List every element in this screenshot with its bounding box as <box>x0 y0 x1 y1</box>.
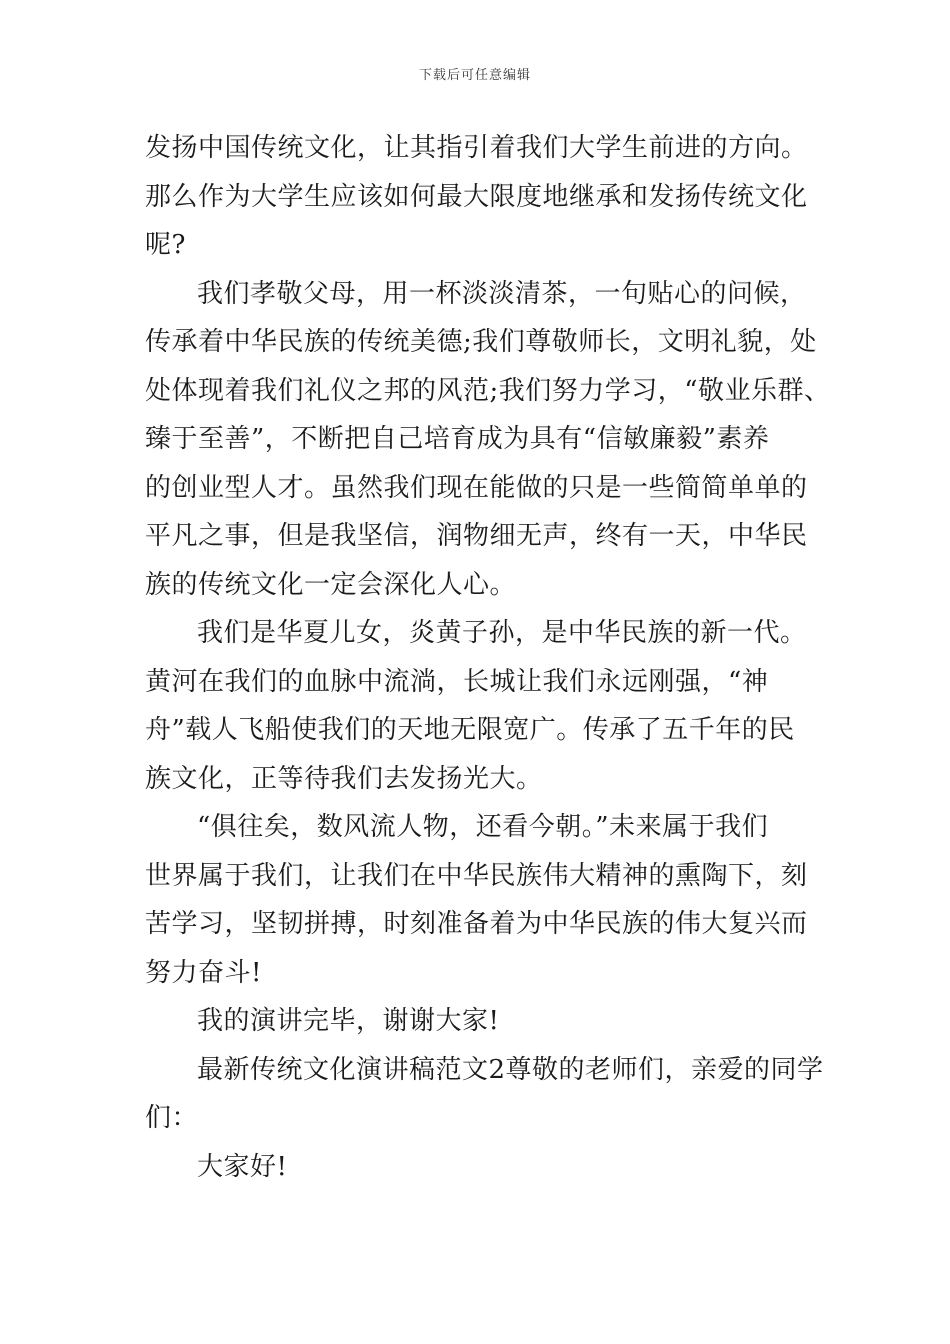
text-line: 大家好! <box>197 1151 288 1182</box>
text-line: 最新传统文化演讲稿范文2尊敬的老师们，亲爱的同学 <box>197 1054 824 1085</box>
text-line: 那么作为大学生应该如何最大限度地继承和发扬传统文化 <box>145 181 808 212</box>
page-header: 下载后可任意编辑 <box>418 68 531 83</box>
text-line: 发扬中国传统文化，让其指引着我们大学生前进的方向。 <box>145 133 808 163</box>
text-line: 黄河在我们的血脉中流淌，长城让我们永远刚强，“神 <box>145 666 769 697</box>
text-line: 我的演讲完毕，谢谢大家! <box>197 1006 500 1036</box>
document-body <box>145 124 831 1191</box>
text-line: 平凡之事，但是我坚信，润物细无声，终有一天，中华民 <box>145 521 808 551</box>
text-line: 我们孝敬父母，用一杯淡淡清茶，一句贴心的问候， <box>197 278 807 309</box>
text-line: 处体现着我们礼仪之邦的风范;我们努力学习，“敬业乐群、 <box>145 375 831 406</box>
text-line: 世界属于我们，让我们在中华民族伟大精神的熏陶下，刻 <box>145 860 808 891</box>
text-line: 传承着中华民族的传统美德;我们尊敬师长，文明礼貌，处 <box>145 327 817 357</box>
text-line: 臻于至善”，不断把自己培育成为具有“信敏廉毅”素养 <box>145 424 770 454</box>
paragraph <box>145 1143 810 1192</box>
text-line: 舟”载人飞船使我们的天地无限宽广。传承了五千年的民 <box>145 715 795 745</box>
text-line: 努力奋斗! <box>145 957 262 988</box>
text-line: 我们是华夏儿女，炎黄子孙，是中华民族的新一代。 <box>197 618 807 648</box>
text-line: 族的传统文化一定会深化人心。 <box>145 569 517 600</box>
text-line: 族文化，正等待我们去发扬光大。 <box>145 763 543 794</box>
paragraph <box>145 124 810 270</box>
text-line: “俱往矣，数风流人物，还看今朝。”未来属于我们 <box>197 812 769 842</box>
text-line: 苦学习，坚韧拼搏，时刻准备着为中华民族的伟大复兴而 <box>145 909 808 939</box>
paragraph <box>145 997 810 1046</box>
paragraph <box>145 609 810 803</box>
paragraph <box>145 270 831 610</box>
text-line: 的创业型人才。虽然我们现在能做的只是一些简简单单的 <box>145 472 808 503</box>
text-line: 呢? <box>145 230 186 260</box>
text-line: 们： <box>145 1103 199 1133</box>
paragraph <box>145 803 810 997</box>
paragraph <box>145 1046 824 1143</box>
